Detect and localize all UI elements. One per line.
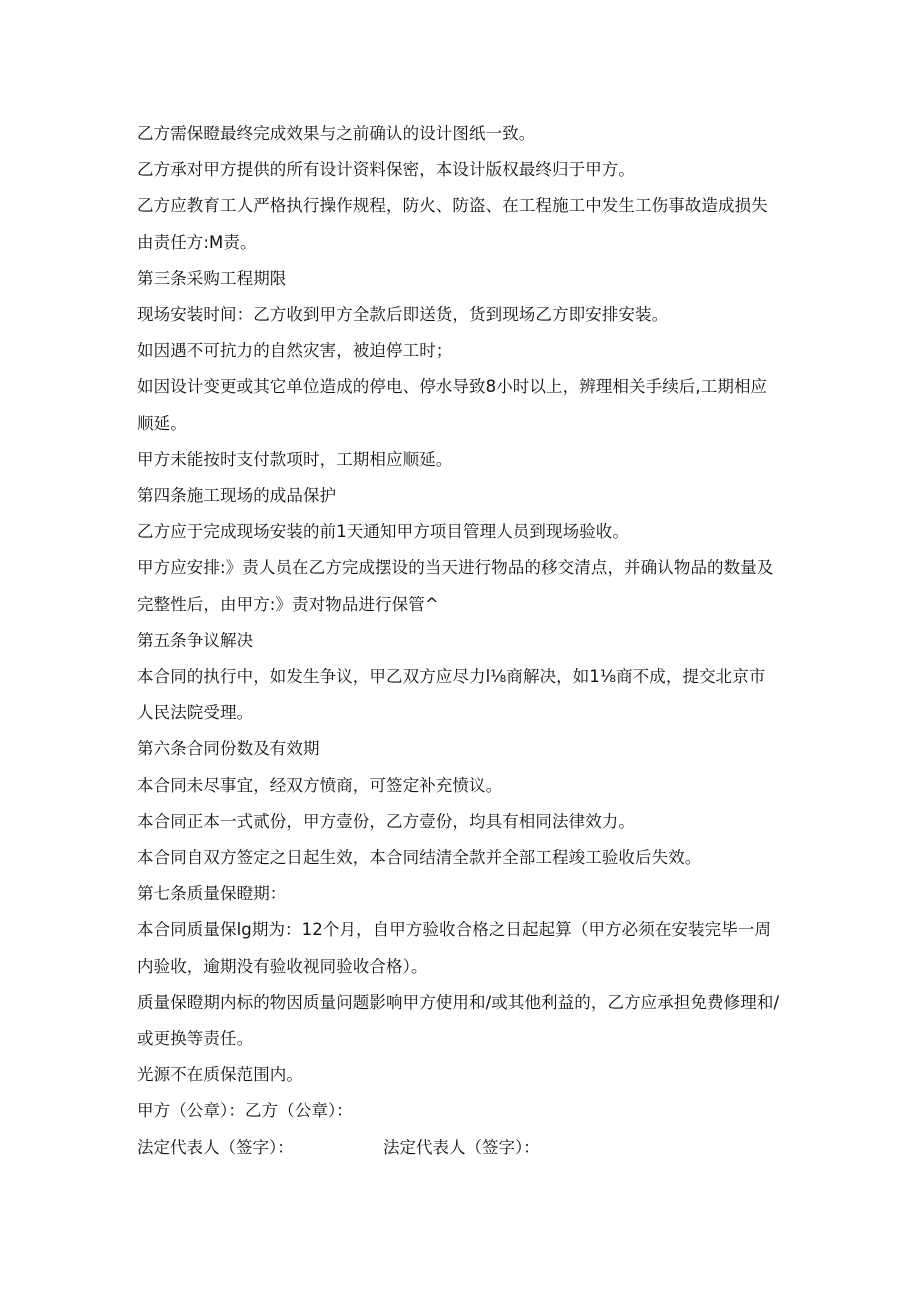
paragraph-dispute: 本合同的执行中，如发生争议，甲乙双方应尽力l⅛商解决，如1⅛商不成，提交北京市人民法院受理。	[137, 667, 766, 723]
paragraph-copies: 本合同正本一式贰份，甲方壹份，乙方壹份，均具有相同法律效力。	[137, 811, 635, 831]
paragraph-install-time: 现场安装时间：乙方收到甲方全款后即送货，货到现场乙方即安排安装。	[137, 305, 669, 325]
section-heading-4: 第四条施工现场的成品保护	[137, 486, 337, 506]
paragraph-late-payment: 甲方未能按时支付款项时，工期相应顺延。	[137, 449, 453, 469]
party-a-signature-label: 法定代表人（签字）：	[137, 1137, 294, 1157]
paragraph-supplement: 本合同未尽事宜，经双方愤商，可签定补充愤议。	[137, 775, 503, 795]
seal-line: 甲方（公章）：乙方（公章）：	[137, 1101, 353, 1121]
section-heading-6: 第六条合同份数及有效期	[137, 739, 320, 759]
party-b-signature-label: 法定代表人（签字）：	[383, 1137, 540, 1157]
paragraph-result-guarantee: 乙方需保瞪最终完成效果与之前确认的设计图纸一致。	[137, 124, 536, 143]
paragraph-confidentiality: 乙方承对甲方提供的所有设计资料保密，本设计版权最终归于甲方。	[137, 160, 635, 180]
paragraph-light-exclusion: 光源不在质保范围内。	[137, 1065, 303, 1085]
paragraph-handover: 甲方应安排:》责人员在乙方完成摆设的当天进行物品的移交清点，并确认物品的数量及完整性后，由甲方:》责对物品进行保管^	[137, 558, 774, 614]
paragraph-design-change: 如因设计变更或其它单位造成的停电、停水导致8小时以上，辨理相关手续后,工期相应顺延。	[137, 377, 768, 433]
section-heading-7: 第七条质量保瞪期：	[137, 884, 287, 904]
paragraph-safety: 乙方应教育工人严格执行操作规程，防火、防盗、在工程施工中发生工伤事故造成损失由责任方:M责。	[137, 196, 768, 252]
section-heading-5: 第五条争议解决	[137, 630, 254, 650]
paragraph-acceptance-notice: 乙方应于完成现场安装的前1天通知甲方项目管理人员到现场验收。	[137, 522, 629, 542]
paragraph-force-majeure: 如因遇不可抗力的自然灾害，被迫停工时；	[137, 341, 453, 361]
paragraph-effective: 本合同自双方签定之日起生效，本合同结清全款并全部工程竣工验收后失效。	[137, 848, 702, 868]
section-heading-3: 第三条采购工程期限	[137, 268, 287, 288]
signature-row	[137, 1130, 782, 1166]
contract-text	[137, 116, 782, 1166]
paragraph-warranty-period: 本合同质量保lg期为：12个月，自甲方验收合格之日起起算（甲方必须在安装完毕一周内验收，逾期没有验收视同验收合格）。	[137, 920, 772, 976]
paragraph-warranty-repair: 质量保瞪期内标的物因质量问题影响甲方使用和/或其他利益的，乙方应承担免费修理和/或更换等责任。	[137, 992, 780, 1049]
